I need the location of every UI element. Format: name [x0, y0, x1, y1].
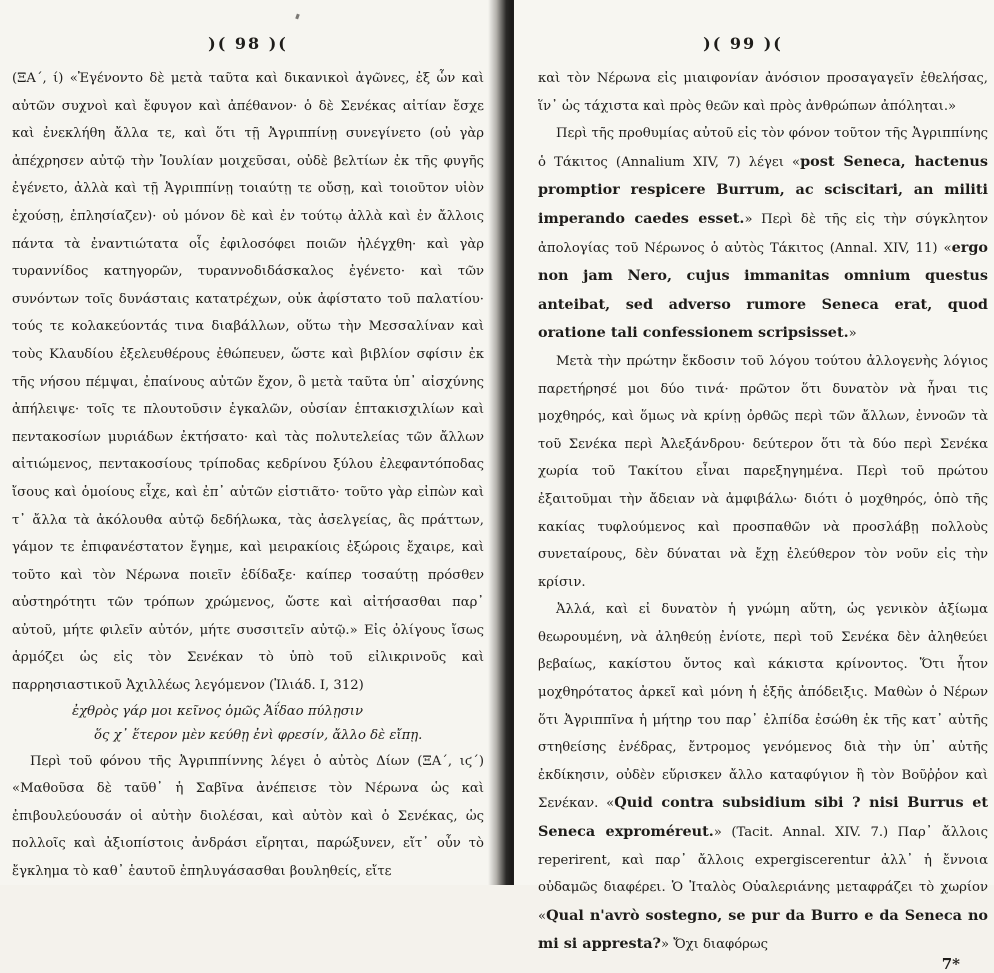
right-paragraph-2	[538, 120, 988, 348]
page-number-left: )( 98 )(	[208, 34, 288, 53]
text-run: Περὶ τῆς προθυμίας αὐτοῦ εἰς τὸν φόνον τοῦτον τῆς Ἀγριππίνης ὁ Τάκιτος (Annalium XIV, 7) λέγει «	[538, 126, 988, 170]
text-run: » Ὄχι διαφόρως	[660, 937, 769, 953]
right-paragraph-3: Μετὰ τὴν πρώτην ἔκδοσιν τοῦ λόγου τούτου ἀλλογενὴς λόγιος παρετήρησέ μοι δύο τινά· πρῶτον ὅτι δυνατὸν νὰ ἦναι τις μοχθηρός, καὶ ὅμως νὰ κρίνῃ ὀρθῶς περὶ τῶν ἄλλων, ἐννοῶν τὰ τοῦ Σενέκα περὶ Ἀλεξάνδρου· δεύτερον ὅτι τὰ δύο περὶ Σενέκα χωρία τοῦ Τακίτου εἶναι παρεξηγημένα. Περὶ τοῦ πρώτου ἐξαιτοῦμαι τὴν ἄδειαν νὰ ἀμφιβάλω· διότι ὁ μοχθηρός, ὁπὸ τῆς κακίας τυφλούμενος καὶ προσπαθῶν νὰ προσλάβῃ πολλοὺς συνεταίρους, δὲν δύναται νὰ ἔχῃ ἐλεύθερον τὸν νοῦν εἰς τὴν κρίσιν.	[538, 353, 988, 590]
italian-quote: Qual n'avrò sostegno, se pur da Burro e da Seneca no mi si appresta?	[538, 906, 988, 953]
homer-quotation	[12, 700, 484, 748]
page-number-right: )( 99 )(	[703, 34, 783, 53]
signature-mark: 7*	[941, 955, 960, 973]
latin-quote-3: Quid contra subsidium sibi ? nisi Burrus et Seneca exproméreut.	[538, 794, 989, 841]
latin-quote-2: ergo non jam Nero, cujus immanitas omnium questus anteibat, sed adverso rumore Seneca erat, quod oratione tali confessionem scripsisset.	[538, 238, 988, 342]
right-paragraph-1: καὶ τὸν Νέρωνα εἰς μιαιφονίαν ἀνόσιον προσαγαγεῖν ἐθελήσας, ἵν᾽ ὡς τάχιστα καὶ πρὸς θεῶν καὶ πρὸς ἀνθρώπων ἀπόληται.»	[538, 71, 988, 114]
ink-speck	[295, 14, 300, 20]
left-paragraph-2: Περὶ τοῦ φόνου τῆς Ἀγριππίννης λέγει ὁ αὐτὸς Δίων (ΞΑ΄, ιϛ΄) «Μαθοῦσα δὲ ταῦθ᾽ ἡ Σαβῖνα ἀνέπεισε τὸν Νέρωνα ὡς καὶ ἐπιβουλεύουσάν οἱ αὐτὴν διολέσαι, καὶ αὐτὸν καὶ ὁ Σενέκας, ὡς πολλοῖς καὶ ἀξιοπίστοις ἀνδράσι εἴρηται, παρώξυνεν, εἴτ᾽ οὖν τὸ ἔγκλημα τὸ καθ᾽ ἑαυτοῦ ἐπηλυγάσασθαι βουληθείς, εἴτε	[12, 753, 484, 880]
left-paragraph-1: (ΞΑ΄, ί) «Ἐγένοντο δὲ μετὰ ταῦτα καὶ δικανικοὶ ἀγῶνες, ἐξ ὧν καὶ αὐτῶν συχνοὶ καὶ ἔφυγον καὶ ἀπέθανον· ὁ δὲ Σενέκας αἰτίαν ἔσχε καὶ ἐνεκλήθη ἄλλα τε, καὶ ὅτι τῇ Ἀγριππίνῃ συνεγίνετο (οὐ γὰρ ἀπέχρησεν αὐτῷ τὴν Ἰουλίαν μοιχεῦσαι, οὐδὲ βελτίων ἐκ τῆς φυγῆς ἐγένετο, ἀλλὰ καὶ τῇ Ἀγριππίνῃ τοιαύτῃ τε οὔσῃ, καὶ τοιοῦτον υἱὸν ἐχούσῃ, ἐπλησίαζεν)· οὐ μόνον δὲ καὶ ἐν τούτῳ ἀλλὰ καὶ ἐν ἄλλοις πάντα τὰ ἐναντιώτατα οἷς ἐφιλοσόφει ποιῶν ἠλέγχθη· καὶ γὰρ τυραννίδος κατηγορῶν, τυραννοδιδάσκαλος ἐγένετο· καὶ τῶν συνόντων τοῖς δυνάσταις κατατρέχων, οὐκ ἀφίστατο τοῦ παλατίου· τούς τε κολακεύοντάς τινα διαβάλλων, οὕτω τὴν Μεσσαλίναν καὶ τοὺς Κλαυδίου ἐξελευθέρους ἐθώπευεν, ὥστε καὶ βιβλίον σφίσιν ἐκ τῆς νήσου πέμψαι, ἐπαίνους αὐτῶν ἔχον, ὃ μετὰ ταῦτα ὑπ᾽ αἰσχύνης ἀπήλειψε· τοῖς τε πλουτοῦσιν ἐγκαλῶν, οὐσίαν ἑπτακισχιλίων καὶ πεντακοσίων μυριάδων ἐκτήσατο· καὶ τὰς πολυτελείας τῶν ἄλλων αἰτιώμενος, πεντακοσίους τρίποδας κεδρίνου ξύλου ἐλεφαντόποδας ἴσους καὶ ὁμοίους εἶχε, καὶ ἐπ᾽ αὐτῶν εἱστιᾶτο· τοῦτο γὰρ εἰπὼν καὶ τ᾽ ἄλλα τὰ ἀκόλουθα αὐτῷ δεδήλωκα, τὰς ἀσελγείας, ἃς πράττων, γάμον τε ἐπιφανέστατον ἔγημε, καὶ μειρακίοις ἐξώροις ἔχαιρε, καὶ τοῦτο καὶ τὸν Νέρωνα ποιεῖν ἐδίδαξε· καίπερ τοσαύτῃ πρόσθεν αὐστηρότητι τῶν τρόπων χρώμενος, ὥστε καὶ αἰτήσασθαι παρ᾽ αὐτοῦ, μήτε φιλεῖν αὐτόν, μήτε συσσιτεῖν αὐτῷ.» Εἰς ὀλίγους ἴσως ἁρμόζει ὡς εἰς τὸν Σενέκαν τὸ ὑπὸ τοῦ εἰλικρινοῦς καὶ παρρησιαστικοῦ Ἀχιλλέως λεγόμενον (Ἰλιάδ. Ι, 312)	[12, 71, 484, 694]
text-run: » Περὶ δὲ τῆς εἰς τὴν σύγκλητον ἀπολογίας τοῦ Νέρωνος ὁ αὐτὸς Τάκιτος (Annal. XIV, 11) «	[538, 211, 988, 256]
right-paragraph-4	[538, 596, 988, 959]
text-run: » (Tacit. Annal. XIV. 7.) Παρ᾽ ἄλλοις reperirent, καὶ παρ᾽ ἄλλοις expergiscerentur ἀλλ᾽ ἡ ἔννοια οὐδαμῶς διαφέρει. Ὁ Ἰταλὸς Οὐαλεριάνης μεταφράζει τὸ χωρίον «	[538, 825, 989, 924]
left-page-body	[12, 65, 484, 886]
verse-line-2: ὅς χ᾽ ἕτερον μὲν κεύθῃ ἐνὶ φρεσίν, ἄλλο δὲ εἴπῃ.	[94, 727, 423, 743]
right-page-body	[538, 65, 988, 973]
verse-line-1: ἐχθρὸς γάρ μοι κεῖνος ὁμῶς Ἀΐδαο πύλῃσιν	[72, 703, 363, 719]
left-page	[0, 0, 496, 885]
right-page	[514, 0, 994, 973]
latin-quote-1: post Seneca, hactenus promptior respicere Burrum, ac sciscitari, an militi imperando caedes esset.	[538, 152, 988, 227]
text-run: Ἀλλά, καὶ εἰ δυνατὸν ἡ γνώμη αὕτη, ὡς γενικὸν ἀξίωμα θεωρουμένη, νὰ ἀληθεύῃ ἐνίοτε, περὶ τοῦ Σενέκα δὲν ἀληθεύει βεβαίως, κακίστου ὄντος καὶ κάκιστα κρίνοντος. Ὅτι ἦτον μοχθηρότατος ἀρκεῖ καὶ μόνη ἡ ἑξῆς ἀπόδειξις. Μαθὼν ὁ Νέρων ὅτι Ἀγριππῖνα ἡ μήτηρ του παρ᾽ ἐλπίδα ἐσώθη ἐκ τῆς κατ᾽ αὐτῆς στηθείσης ἐνέδρας, ἔντρομος γενόμενος διὰ τὴν ὑπ᾽ αὐτῆς ἐκδίκησιν, οὐδὲν εὕρισκεν ἄλλο καταφύγιον ἢ τὸν Βοῦῤῥον καὶ Σενέκαν. «	[538, 602, 988, 812]
text-run: »	[848, 326, 857, 342]
